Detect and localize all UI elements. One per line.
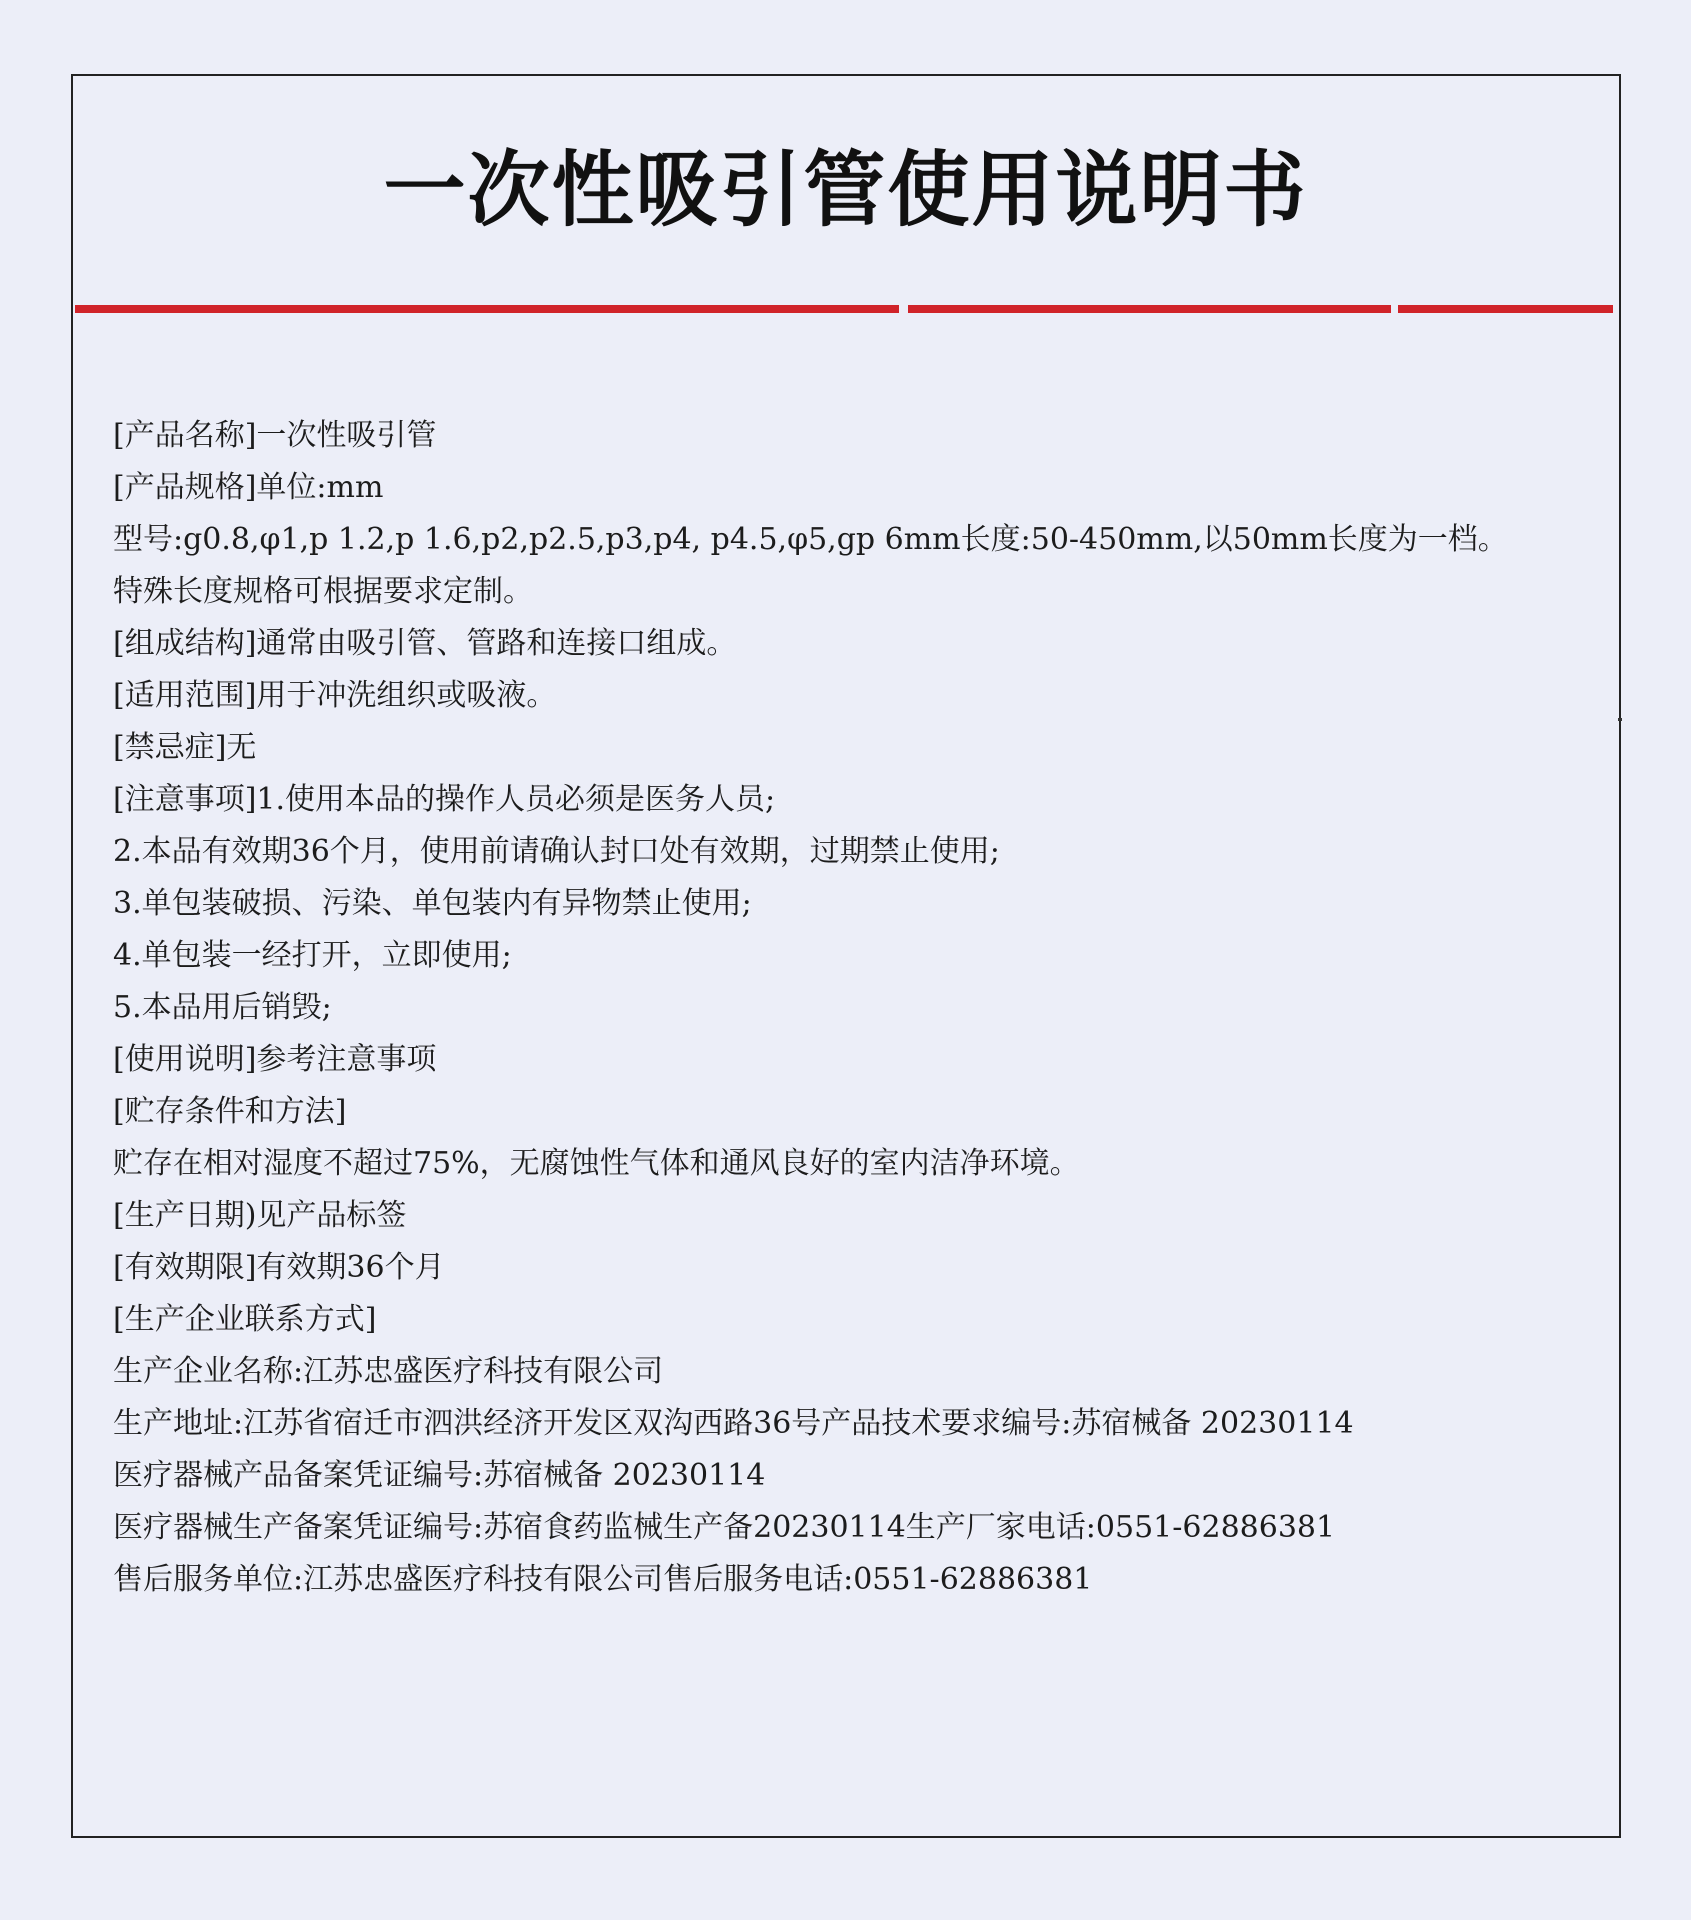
line-product-name: [产品名称]一次性吸引管: [113, 418, 437, 453]
line-product-record: 医疗器械产品备案凭证编号:苏宿械备 20230114: [113, 1458, 766, 1493]
line-custom-length: 特殊长度规格可根据要求定制。: [113, 574, 533, 609]
line-contact-heading: [生产企业联系方式]: [113, 1302, 377, 1337]
line-product-spec: [产品规格]单位:mm: [113, 470, 384, 505]
line-production-date: [生产日期)见产品标签: [113, 1198, 407, 1233]
line-after-sales: 售后服务单位:江苏忠盛医疗科技有限公司售后服务电话:0551-62886381: [113, 1562, 1093, 1597]
line-usage: [使用说明]参考注意事项: [113, 1042, 437, 1077]
instruction-body: [113, 410, 1593, 1606]
title-divider-segment-3: [1398, 305, 1613, 313]
title-divider-segment-2: [908, 305, 1391, 313]
document-title: 一次性吸引管使用说明书: [383, 142, 1308, 238]
line-scope: [适用范围]用于冲洗组织或吸液。: [113, 678, 557, 713]
line-precaution-2: 2.本品有效期36个月，使用前请确认封口处有效期，过期禁止使用;: [113, 834, 1000, 869]
line-validity: [有效期限]有效期36个月: [113, 1250, 445, 1285]
border-mark: [1618, 718, 1622, 721]
line-precaution-3: 3.单包装破损、污染、单包装内有异物禁止使用;: [113, 886, 752, 921]
line-manufacturer: 生产企业名称:江苏忠盛医疗科技有限公司: [113, 1354, 664, 1389]
line-address: 生产地址:江苏省宿迁市泗洪经济开发区双沟西路36号产品技术要求编号:苏宿械备 20230114: [113, 1406, 1354, 1441]
line-storage-heading: [贮存条件和方法]: [113, 1094, 347, 1129]
line-precaution-1: [注意事项]1.使用本品的操作人员必须是医务人员;: [113, 782, 776, 817]
line-storage-conditions: 贮存在相对湿度不超过75%，无腐蚀性气体和通风良好的室内洁净环境。: [113, 1146, 1080, 1181]
line-precaution-5: 5.本品用后销毁;: [113, 990, 332, 1025]
line-model-length: 型号:g0.8,φ1,p 1.2,p 1.6,p2,p2.5,p3,p4, p4.5,φ5,gp 6mm长度:50-450mm,以50mm长度为一档。: [113, 522, 1508, 557]
title-divider-segment-1: [75, 305, 899, 313]
line-contraindications: [禁忌症]无: [113, 730, 257, 765]
line-composition: [组成结构]通常由吸引管、管路和连接口组成。: [113, 626, 737, 661]
line-precaution-4: 4.单包装一经打开，立即使用;: [113, 938, 512, 973]
line-production-record: 医疗器械生产备案凭证编号:苏宿食药监械生产备20230114生产厂家电话:0551-62886381: [113, 1510, 1336, 1545]
